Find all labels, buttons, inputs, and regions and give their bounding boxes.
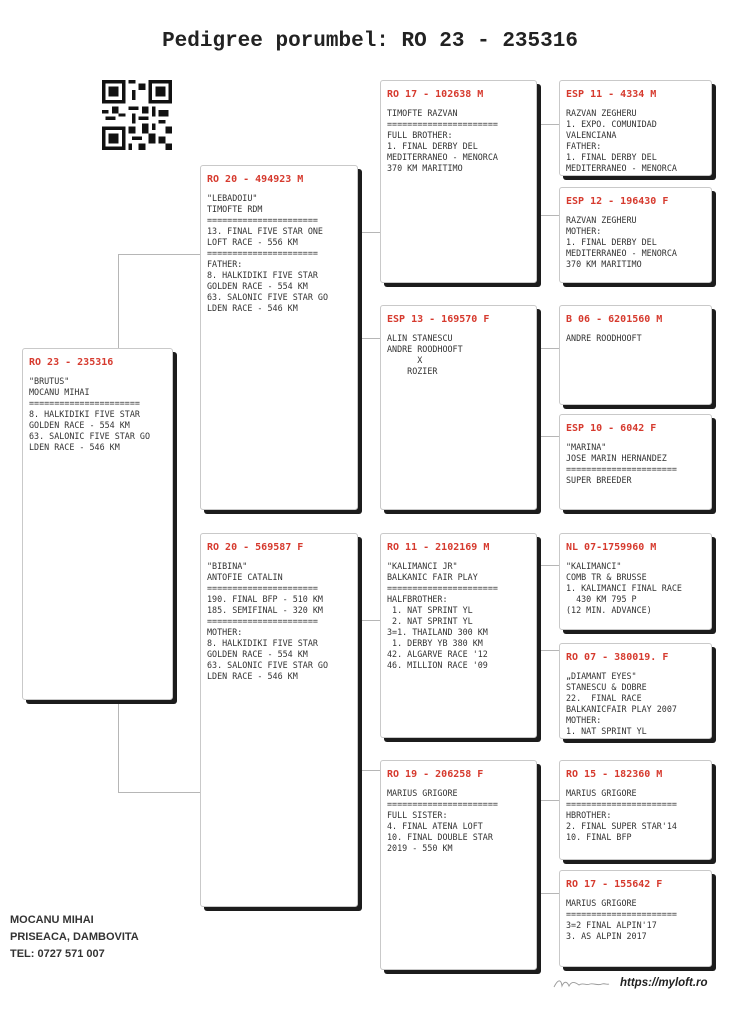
card-line: 46. MILLION RACE '09 [387,660,488,670]
card-line: MOTHER: [566,226,602,236]
card-line: ROZIER [387,366,438,376]
card-line: 2. FINAL SUPER STAR'14 [566,821,677,831]
card-line: 63. SALONIC FIVE STAR GO [29,431,151,441]
ring-number: RO 15 - 182360 M [566,769,663,780]
card-line: HALFBROTHER: [387,594,448,604]
connector-line [537,565,559,566]
card-line: FATHER: [566,141,602,151]
card-line: 1. FINAL DERBY DEL [566,237,657,247]
card-line: MARIUS GRIGORE [566,788,637,798]
card-line: 13. FINAL FIVE STAR ONE [207,226,323,236]
card-line: 10. FINAL BFP [566,832,632,842]
grandsire-sire-card [380,80,537,283]
card-line: MARIUS GRIGORE [387,788,458,798]
card-line: 63. SALONIC FIVE STAR GO [207,292,329,302]
sire-card [200,165,358,510]
card-line: 10. FINAL DOUBLE STAR [387,832,493,842]
card-line: 1. DERBY YB 380 KM [387,638,483,648]
card-line: 3=2 FINAL ALPIN'17 [566,920,657,930]
card-line: 190. FINAL BFP - 510 KM [207,594,323,604]
card-line: "KALIMANCI" [566,561,622,571]
card-line: MOTHER: [207,627,243,637]
card-line: 2019 - 550 KM [387,843,453,853]
connector-line [118,792,200,793]
card-line: 8. HALKIDIKI FIVE STAR [207,638,318,648]
card-line: 3=1. THAILAND 300 KM [387,627,488,637]
ring-number: ESP 12 - 196430 F [566,196,669,207]
connector-line [358,770,380,771]
card-line: ALIN STANESCU [387,333,453,343]
connector-line [537,436,559,437]
card-line: HBROTHER: [566,810,612,820]
connector-line [358,232,380,233]
connector-line [537,893,559,894]
card-line: 2. NAT SPRINT YL [387,616,473,626]
card-line: 1. NAT SPRINT YL [566,726,647,736]
card-line: 370 KM MARITIMO [566,259,642,269]
connector-line [537,124,559,125]
great-grandparent-card [559,870,712,967]
card-line: TIMOFTE RAZVAN [387,108,458,118]
ring-number: RO 17 - 102638 M [387,89,484,100]
ring-number: B 06 - 6201560 M [566,314,663,325]
signature-mark [552,977,610,991]
card-line: ANDRE ROODHOOFT [387,344,463,354]
card-line: LOFT RACE - 556 KM [207,237,298,247]
connector-line [537,348,559,349]
grandsire-dam-card [380,533,537,738]
card-line: "KALIMANCI JR" [387,561,458,571]
card-line: GOLDEN RACE - 554 KM [29,420,130,430]
ring-number: ESP 11 - 4334 M [566,89,657,100]
card-line: 42. ALGARVE RACE '12 [387,649,488,659]
card-line: ====================== [29,398,140,408]
card-line: ====================== [566,464,677,474]
card-line: STANESCU & DOBRE [566,682,647,692]
great-grandparent-card [559,305,712,405]
card-line: TIMOFTE RDM [207,204,263,214]
ring-number: RO 23 - 235316 [29,357,114,368]
card-line: ====================== [387,119,498,129]
card-line: 8. HALKIDIKI FIVE STAR [29,409,140,419]
card-line: FATHER: [207,259,243,269]
ring-number: RO 07 - 380019. F [566,652,669,663]
card-line: ====================== [207,616,318,626]
granddam-sire-card [380,305,537,510]
ring-number: RO 11 - 2102169 M [387,542,490,553]
card-line: GOLDEN RACE - 554 KM [207,281,308,291]
card-line: MOCANU MIHAI [29,387,90,397]
owner-phone: TEL: 0727 571 007 [10,948,105,960]
card-line: 185. SEMIFINAL - 320 KM [207,605,323,615]
card-line: ====================== [387,799,498,809]
card-line: 1. FINAL DERBY DEL [566,152,657,162]
card-line: SUPER BREEDER [566,475,632,485]
card-line: 430 KM 795 P [566,594,637,604]
card-line: LDEN RACE - 546 KM [207,671,298,681]
great-grandparent-card [559,187,712,283]
granddam-dam-card [380,760,537,970]
ring-number: RO 20 - 494923 M [207,174,304,185]
great-grandparent-card [559,414,712,510]
card-line: ====================== [207,215,318,225]
card-line: 4. FINAL ATENA LOFT [387,821,483,831]
website-link[interactable]: https://myloft.ro [620,977,708,989]
connector-line [358,620,380,621]
card-line: GOLDEN RACE - 554 KM [207,649,308,659]
card-line: BALKANICFAIR PLAY 2007 [566,704,677,714]
card-line: RAZVAN ZEGHERU [566,108,637,118]
connector-line [537,215,559,216]
card-line: FULL SISTER: [387,810,448,820]
page-title: Pedigree porumbel: RO 23 - 235316 [162,30,578,53]
card-line: BALKANIC FAIR PLAY [387,572,478,582]
great-grandparent-card [559,760,712,860]
card-line: VALENCIANA [566,130,617,140]
card-line: ANTOFIE CATALIN [207,572,283,582]
owner-address: PRISEACA, DAMBOVITA [10,931,139,943]
card-line: "MARINA" [566,442,607,452]
card-line: 1. KALIMANCI FINAL RACE [566,583,682,593]
owner-info [10,912,139,963]
card-line: "BRUTUS" [29,376,70,386]
card-line: ====================== [566,909,677,919]
great-grandparent-card [559,80,712,176]
card-line: "BIBINA" [207,561,248,571]
connector-line [118,700,119,792]
card-line: ANDRE ROODHOOFT [566,333,642,343]
qr-code-icon [102,80,172,150]
card-line: X [387,355,423,365]
card-line: 63. SALONIC FIVE STAR GO [207,660,329,670]
dam-card [200,533,358,907]
card-line: ====================== [566,799,677,809]
ring-number: RO 17 - 155642 F [566,879,663,890]
card-line: 22. FINAL RACE [566,693,642,703]
card-line: 1. EXPO. COMUNIDAD [566,119,657,129]
card-line: JOSE MARIN HERNANDEZ [566,453,667,463]
ring-number: RO 19 - 206258 F [387,769,484,780]
card-line: LDEN RACE - 546 KM [29,442,120,452]
card-line: 1. NAT SPRINT YL [387,605,473,615]
card-line: MEDITERRANEO - MENORCA [566,163,677,173]
connector-line [537,800,559,801]
great-grandparent-card [559,643,712,739]
card-line: FULL BROTHER: [387,130,453,140]
card-line: (12 MIN. ADVANCE) [566,605,652,615]
card-line: COMB TR & BRUSSE [566,572,647,582]
ring-number: NL 07-1759960 M [566,542,657,553]
card-line: "LEBADOIU" [207,193,258,203]
card-line: RAZVAN ZEGHERU [566,215,637,225]
card-line: LDEN RACE - 546 KM [207,303,298,313]
card-line: MEDITERRANEO - MENORCA [566,248,677,258]
card-line: MARIUS GRIGORE [566,898,637,908]
ring-number: ESP 10 - 6042 F [566,423,657,434]
connector-line [358,338,380,339]
card-line: 8. HALKIDIKI FIVE STAR [207,270,318,280]
card-line: 1. FINAL DERBY DEL [387,141,478,151]
card-line: ====================== [207,248,318,258]
great-grandparent-card [559,533,712,630]
owner-name: MOCANU MIHAI [10,914,94,926]
connector-line [118,254,119,350]
card-line: ====================== [207,583,318,593]
card-line: „DIAMANT EYES" [566,671,637,681]
connector-line [118,254,200,255]
card-line: MEDITERRANEO - MENORCA [387,152,498,162]
card-line: 370 KM MARITIMO [387,163,463,173]
connector-line [537,650,559,651]
card-line: ====================== [387,583,498,593]
card-line: 3. AS ALPIN 2017 [566,931,647,941]
subject-card [22,348,173,700]
ring-number: RO 20 - 569587 F [207,542,304,553]
card-line: MOTHER: [566,715,602,725]
ring-number: ESP 13 - 169570 F [387,314,490,325]
